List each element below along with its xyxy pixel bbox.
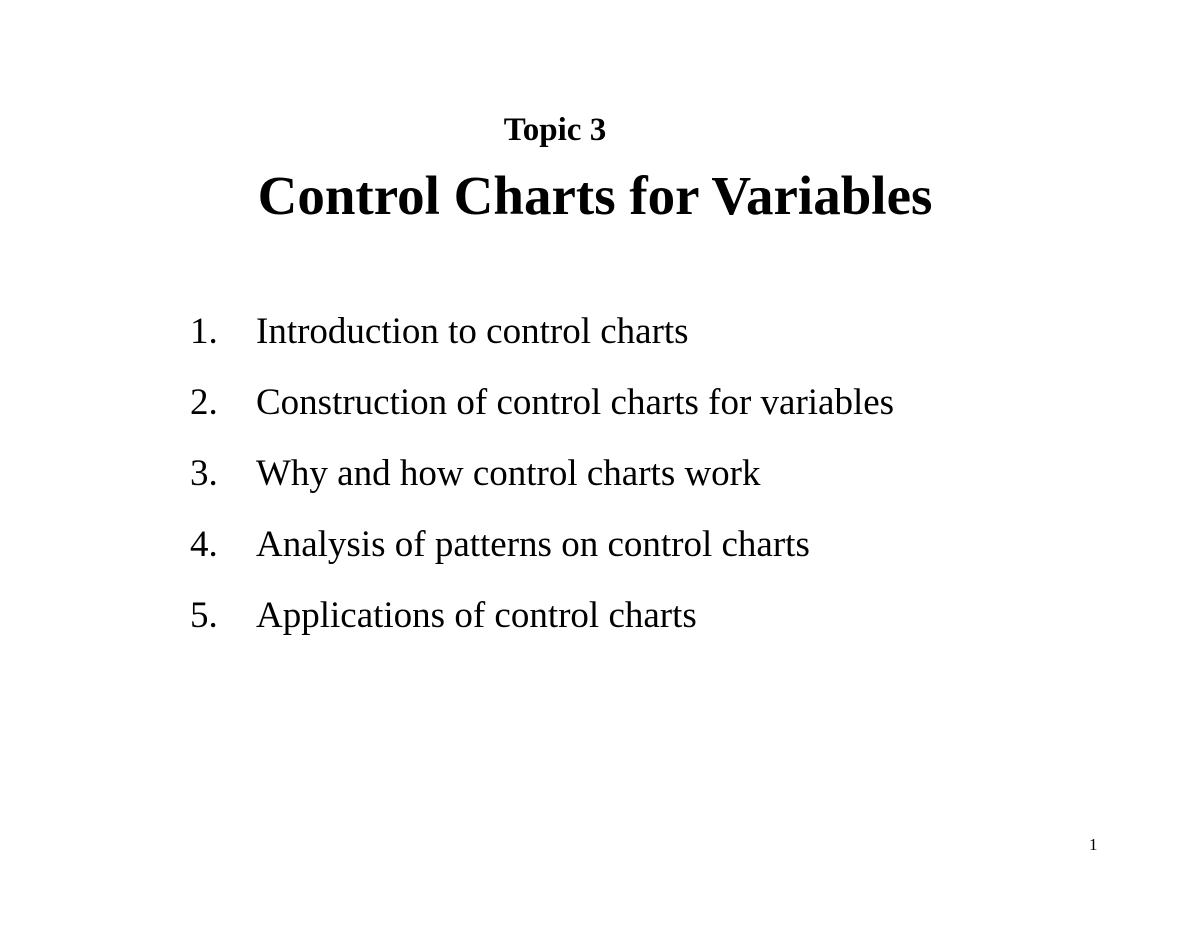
outline-item — [190, 309, 894, 380]
outline-item-number: 3. — [190, 453, 218, 494]
outline-item-text: Construction of control charts for variables — [256, 382, 895, 423]
slide-title: Control Charts for Variables — [257, 165, 933, 226]
outline-list — [190, 309, 894, 664]
outline-item — [190, 522, 894, 593]
outline-item — [190, 380, 894, 451]
topic-label: Topic 3 — [503, 112, 607, 148]
outline-item-number: 4. — [190, 524, 218, 565]
page-number: 1 — [1089, 835, 1098, 854]
outline-item-text: Why and how control charts work — [256, 453, 761, 494]
outline-item — [190, 593, 894, 664]
outline-item — [190, 451, 894, 522]
outline-item-number: 1. — [190, 311, 218, 352]
outline-item-number: 2. — [190, 382, 218, 423]
outline-item-number: 5. — [190, 595, 218, 636]
outline-item-text: Introduction to control charts — [256, 311, 689, 352]
outline-item-text: Applications of control charts — [256, 595, 697, 636]
outline-item-text: Analysis of patterns on control charts — [256, 524, 810, 565]
